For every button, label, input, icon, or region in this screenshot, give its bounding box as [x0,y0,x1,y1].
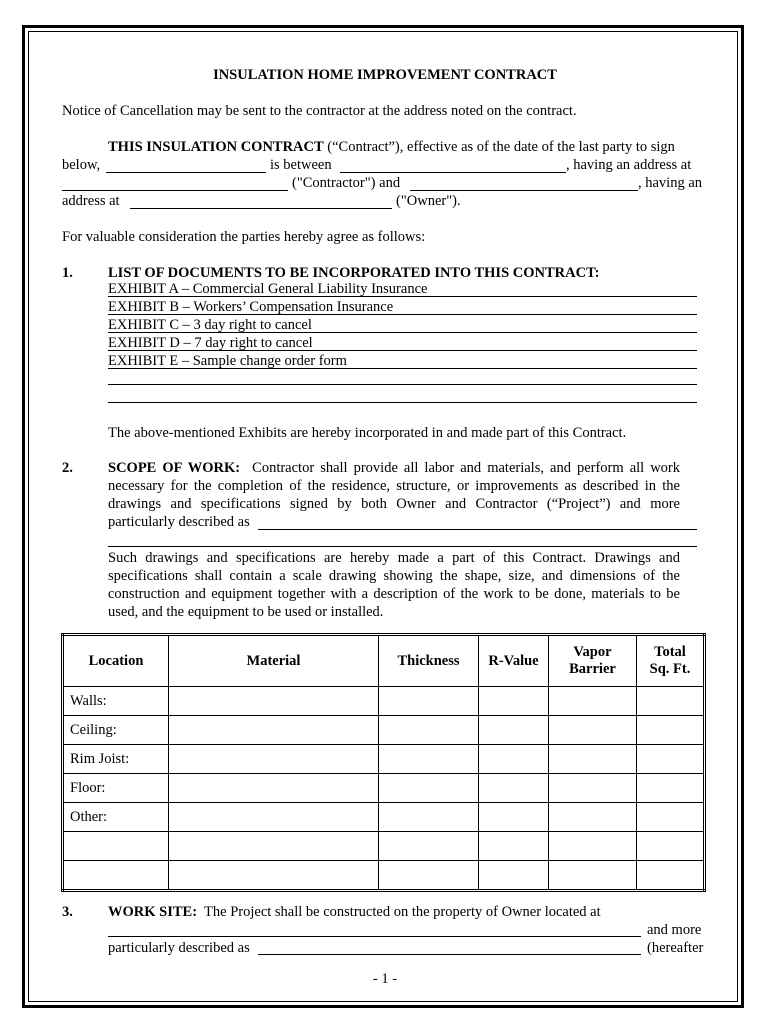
section-2-paragraph-1 [108,459,680,513]
table-cell[interactable] [479,716,549,745]
table-cell[interactable] [379,687,479,716]
header-location: Location [63,635,169,687]
exhibit-a: EXHIBIT A – Commercial General Liability Insurance [108,281,428,297]
header-vapor-barrier: Vapor Barrier [549,635,637,687]
table-cell[interactable] [379,861,479,891]
table-header-row [63,635,705,687]
section-1-number: 1. [62,265,73,281]
intro-between-label: is between [270,157,332,173]
intro-address-at-label: address at [62,193,120,209]
table-cell[interactable] [637,861,705,891]
insulation-table [61,633,706,892]
table-cell[interactable] [169,745,379,774]
table-cell[interactable] [379,745,479,774]
table-cell[interactable] [169,832,379,861]
intro-line-1 [108,138,675,156]
table-cell[interactable] [549,687,637,716]
exhibit-blank-1[interactable] [108,384,697,385]
exhibit-blank-2[interactable] [108,402,697,403]
exhibit-d: EXHIBIT D – 7 day right to cancel [108,335,313,351]
owner-name-blank[interactable] [410,190,638,191]
row-label-other: Other: [63,803,169,832]
section-3-and-more: and more [647,922,702,938]
table-cell[interactable] [479,832,549,861]
date-blank[interactable] [106,172,266,173]
header-r-value: R-Value [479,635,549,687]
table-cell[interactable] [549,803,637,832]
table-cell[interactable] [549,774,637,803]
exhibit-b: EXHIBIT B – Workers’ Compensation Insurance [108,299,394,315]
table-cell[interactable] [379,716,479,745]
intro-address-label: , having an address at [566,157,692,173]
row-label-walls: Walls: [63,687,169,716]
contractor-address-blank[interactable] [62,190,288,191]
section-3-heading: WORK SITE: [108,904,198,920]
table-cell[interactable] [479,861,549,891]
table-cell[interactable] [169,774,379,803]
exhibit-e: EXHIBIT E – Sample change order form [108,353,347,369]
table-cell[interactable] [169,803,379,832]
table-row [63,832,705,861]
table-row [63,687,705,716]
intro-owner-label: ("Owner"). [396,193,461,209]
table-cell[interactable] [169,687,379,716]
exhibit-c: EXHIBIT C – 3 day right to cancel [108,317,312,333]
cancellation-notice: Notice of Cancellation may be sent to the contractor at the address noted on the contract. [62,103,577,119]
intro-having-label: , having an [638,175,703,191]
table-cell[interactable] [637,745,705,774]
table-cell[interactable] [549,745,637,774]
section-3-line-1 [108,903,601,921]
table-cell[interactable] [549,861,637,891]
table-cell[interactable] [637,803,705,832]
table-cell[interactable] [63,832,169,861]
section-3-hereafter: (hereafter [647,940,704,956]
row-label-rim-joist: Rim Joist: [63,745,169,774]
table-row [63,861,705,891]
project-description-blank-1[interactable] [258,529,697,530]
intro-bold-lead: THIS INSULATION CONTRACT [108,139,324,155]
table-row [63,803,705,832]
table-row [63,745,705,774]
row-label-ceiling: Ceiling: [63,716,169,745]
consideration-text: For valuable consideration the parties hereby agree as follows: [62,229,426,245]
intro-below-label: below, [62,157,101,173]
table-row [63,774,705,803]
section-2-number: 2. [62,460,73,476]
section-2-heading: SCOPE OF WORK: [108,460,241,476]
row-label-floor: Floor: [63,774,169,803]
table-cell[interactable] [637,832,705,861]
header-thickness: Thickness [379,635,479,687]
table-cell[interactable] [169,716,379,745]
table-cell[interactable] [637,774,705,803]
table-cell[interactable] [379,803,479,832]
table-cell[interactable] [637,716,705,745]
owner-address-blank[interactable] [130,208,392,209]
exhibits-closing: The above-mentioned Exhibits are hereby incorporated in and made part of this Contract. [108,425,627,441]
header-total-sq-ft: Total Sq. Ft. [637,635,705,687]
table-cell[interactable] [479,687,549,716]
section-3-text: The Project shall be constructed on the property of Owner located at [204,904,601,920]
work-site-address-blank[interactable] [108,936,641,937]
header-material: Material [169,635,379,687]
work-site-description-blank[interactable] [258,954,641,955]
page-number: - 1 - [372,971,398,987]
section-2-described-label: particularly described as [108,514,250,530]
table-cell[interactable] [549,716,637,745]
intro-contractor-label: ("Contractor") and [292,175,401,191]
section-2-text: Contractor shall provide all labor and materials, and perform all work necessary for the completion of the residence, structure, or improvements as described in the drawings and specifications signed by both Owner and Contractor (“Project”) and more [108,460,681,512]
section-2-paragraph-2: Such drawings and specifications are hereby made a part of this Contract. Drawings and specifications shall contain a scale drawing showing the shape, size, and dimensions of the construction and equipment together with a description of the work to be done, materials to be used, and the equipment to be used or installed. [108,550,680,620]
table-row [63,716,705,745]
section-3-number: 3. [62,904,73,920]
document-title: INSULATION HOME IMPROVEMENT CONTRACT [213,67,557,83]
section-3-described-label: particularly described as [108,940,250,956]
table-cell[interactable] [479,803,549,832]
section-1-heading: LIST OF DOCUMENTS TO BE INCORPORATED INTO THIS CONTRACT: [108,265,600,281]
project-description-blank-2[interactable] [108,546,697,547]
table-cell[interactable] [379,832,479,861]
table-cell[interactable] [63,861,169,891]
table-cell[interactable] [637,687,705,716]
table-cell[interactable] [479,774,549,803]
contractor-name-blank[interactable] [340,172,566,173]
table-cell[interactable] [479,745,549,774]
table-cell[interactable] [549,832,637,861]
intro-line-1-rest: (“Contract”), effective as of the date of the last party to sign [323,139,675,155]
table-cell[interactable] [169,861,379,891]
table-cell[interactable] [379,774,479,803]
